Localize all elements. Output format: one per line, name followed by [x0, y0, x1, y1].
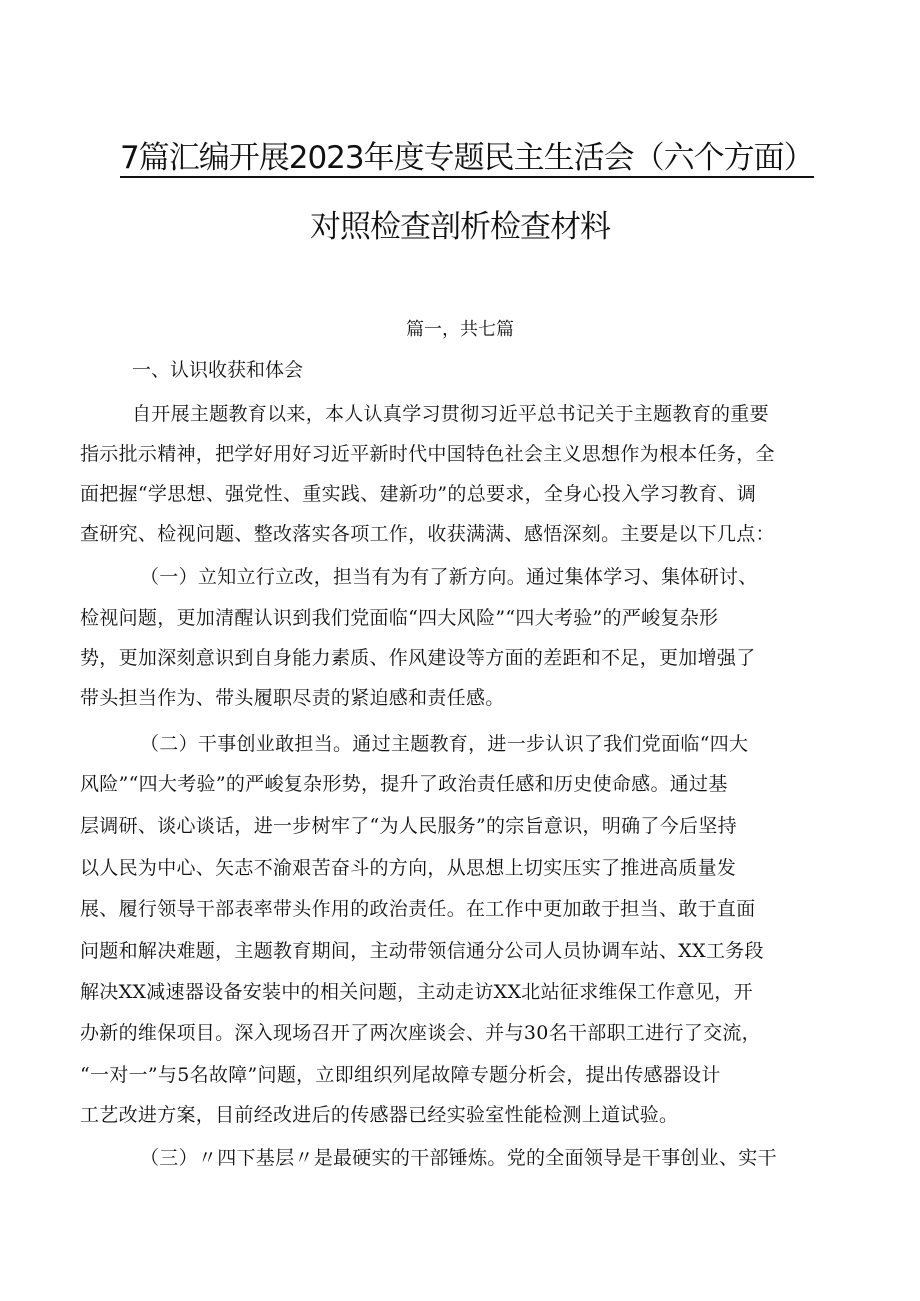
body-line: 带头担当作为、带头履职尽责的紧迫感和责任感。	[80, 687, 505, 709]
document-title-line-2: 对照检查剖析检查材料	[310, 209, 610, 245]
body-line: 问题和解决难题，主题教育期间，主动带领信通分公司人员协调车站、XX工务段	[80, 940, 764, 962]
title-text: 7篇汇编开展2023年度专题民主生活会（六个方面）	[120, 140, 814, 176]
body-line: 查研究、检视问题、整改落实各项工作，收获满满、感悟深刻。主要是以下几点：	[80, 523, 775, 545]
body-line: 势，更加深刻意识到自身能力素质、作风建设等方面的差距和不足，更加增强了	[80, 647, 756, 669]
body-line: 面把握“学思想、强党性、重实践、建新功”的总要求，全身心投入学习教育、调	[80, 483, 757, 505]
body-line: “一对一”与5名故障”问题，立即组织列尾故障专题分析会，提出传感器设计	[80, 1064, 721, 1086]
document-title-line-1	[120, 138, 840, 178]
body-line: 解决XX减速器设备安装中的相关问题，主动走访XX北站征求维保工作意见，开	[80, 981, 753, 1003]
body-line: 展、履行领导干部表率带头作用的政治责任。在工作中更加敢于担当、敢于直面	[80, 898, 756, 920]
body-line: 工艺改进方案，目前经改进后的传感器已经实验室性能检测上道试验。	[80, 1104, 679, 1126]
body-line: 指示批示精神，把学好用好习近平新时代中国特色社会主义思想作为根本任务，全	[80, 443, 775, 465]
body-line: （二）干事创业敢担当。通过主题教育，进一步认识了我们党面临“四大	[140, 733, 749, 755]
body-line: （三）〃四下基层〃是最硬实的干部锤炼。党的全面领导是干事创业、实干	[140, 1147, 777, 1169]
body-line: 风险”“四大考验”的严峻复杂形势，提升了政治责任感和历史使命感。通过基	[80, 773, 728, 795]
body-line: 办新的维保项目。深入现场召开了两次座谈会、并与30名干部职工进行了交流，	[80, 1022, 761, 1044]
body-line: （一）立知立行立改，担当有为有了新方向。通过集体学习、集体研讨、	[140, 566, 758, 588]
body-line: 层调研、谈心谈话，进一步树牢了“为人民服务”的宗旨意识，明确了今后坚持	[80, 815, 737, 837]
body-line: 检视问题，更加清醒认识到我们党面临“四大风险”“四大考验”的严峻复杂形	[80, 607, 719, 629]
body-line: 自开展主题教育以来，本人认真学习贯彻习近平总书记关于主题教育的重要	[132, 403, 769, 425]
section-subtitle: 篇一，共七篇	[406, 319, 514, 340]
body-line: 以人民为中心、矢志不渝艰苦奋斗的方向，从思想上切实压实了推进高质量发	[80, 857, 737, 879]
section-heading: 一、认识收获和体会	[132, 359, 304, 381]
